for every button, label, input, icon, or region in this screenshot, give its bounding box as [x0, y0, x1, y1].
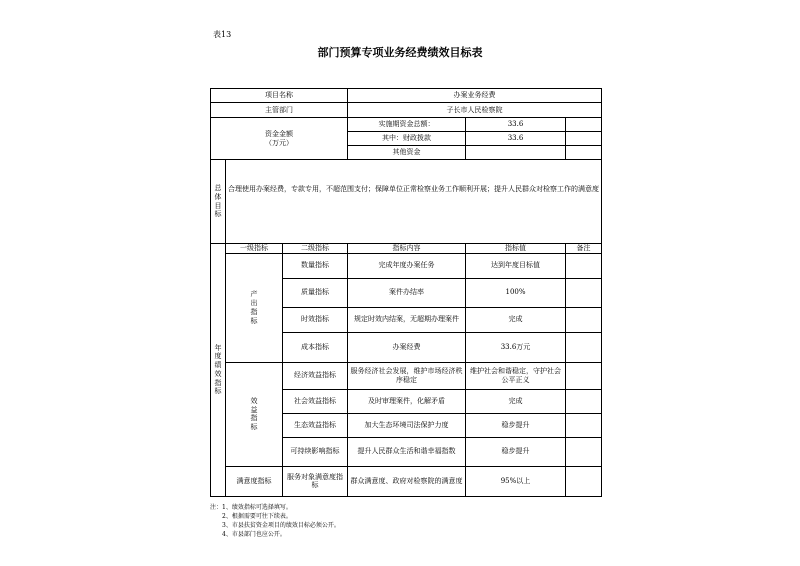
project-name-value: 办案业务经费 — [348, 89, 602, 103]
funds-total-extra — [566, 118, 602, 132]
table-row: 产 出 指 标 数量指标 完成年度办案任务 达到年度目标值 — [211, 253, 602, 278]
table-row: 时效指标 规定时效内结案，无超期办理案件 完成 — [211, 307, 602, 332]
department-label: 主管部门 — [211, 103, 348, 118]
table-row: 满意度指标 服务对象满意度指标 群众满意度、政府对检察院的满意度 95%以上 — [211, 466, 602, 496]
table-row: 成本指标 办案经费 33.6万元 — [211, 332, 602, 362]
page-title: 部门预算专项业务经费绩效目标表 — [317, 46, 483, 59]
header-level2: 二级指标 — [283, 244, 348, 254]
benefit-indicators-label: 效 益 指 标 — [226, 362, 283, 466]
funds-other-extra — [566, 146, 602, 160]
header-content: 指标内容 — [348, 244, 466, 254]
output-indicators-label: 产 出 指 标 — [226, 253, 283, 362]
annual-indicators-label: 年 度 绩 效 指 标 — [211, 244, 226, 497]
funds-other-label: 其他资金 — [348, 146, 466, 160]
header-value: 指标值 — [466, 244, 566, 254]
header-level1: 一级指标 — [226, 244, 283, 254]
funds-label: 资金金额 （万元） — [211, 118, 348, 160]
satisfaction-indicators-label: 满意度指标 — [226, 466, 283, 496]
table-row: 可持续影响指标 提升人民群众生活和谐幸福指数 稳步提升 — [211, 437, 602, 466]
table-row: 效 益 指 标 经济效益指标 服务经济社会发展，维护市场经济秩序稳定 维护社会和谐稳定，守护社会公平正义 — [211, 362, 602, 389]
funds-other-value — [466, 146, 566, 160]
header-remark: 备注 — [566, 244, 602, 254]
performance-target-table — [210, 88, 602, 497]
funds-total-value: 33.6 — [466, 118, 566, 132]
funds-fiscal-extra — [566, 132, 602, 146]
funds-fiscal-value: 33.6 — [466, 132, 566, 146]
overall-goal-text: 合理使用办案经费，专款专用，不超范围支付；保障单位正常检察业务工作顺利开展；提升人民群众对检察工作的满意度 — [226, 160, 602, 244]
funds-fiscal-label: 其中：财政拨款 — [348, 132, 466, 146]
overall-goal-label: 总 体 目 标 — [211, 160, 226, 244]
funds-total-label: 实施期资金总额： — [348, 118, 466, 132]
footnotes: 注：1、绩效指标可选择填写。 2、根据需要可往下续表。 3、市县扶贫资金项目的绩效目标必须公开。 4、市县部门也应公开。 — [210, 504, 340, 538]
project-name-label: 项目名称 — [211, 89, 348, 103]
table-row: 社会效益指标 及时审理案件，化解矛盾 完成 — [211, 389, 602, 413]
table-row: 质量指标 案件办结率 100% — [211, 278, 602, 307]
table-row: 生态效益指标 加大生态环境司法保护力度 稳步提升 — [211, 413, 602, 437]
table-number: 表13 — [213, 30, 232, 39]
department-value: 子长市人民检察院 — [348, 103, 602, 118]
